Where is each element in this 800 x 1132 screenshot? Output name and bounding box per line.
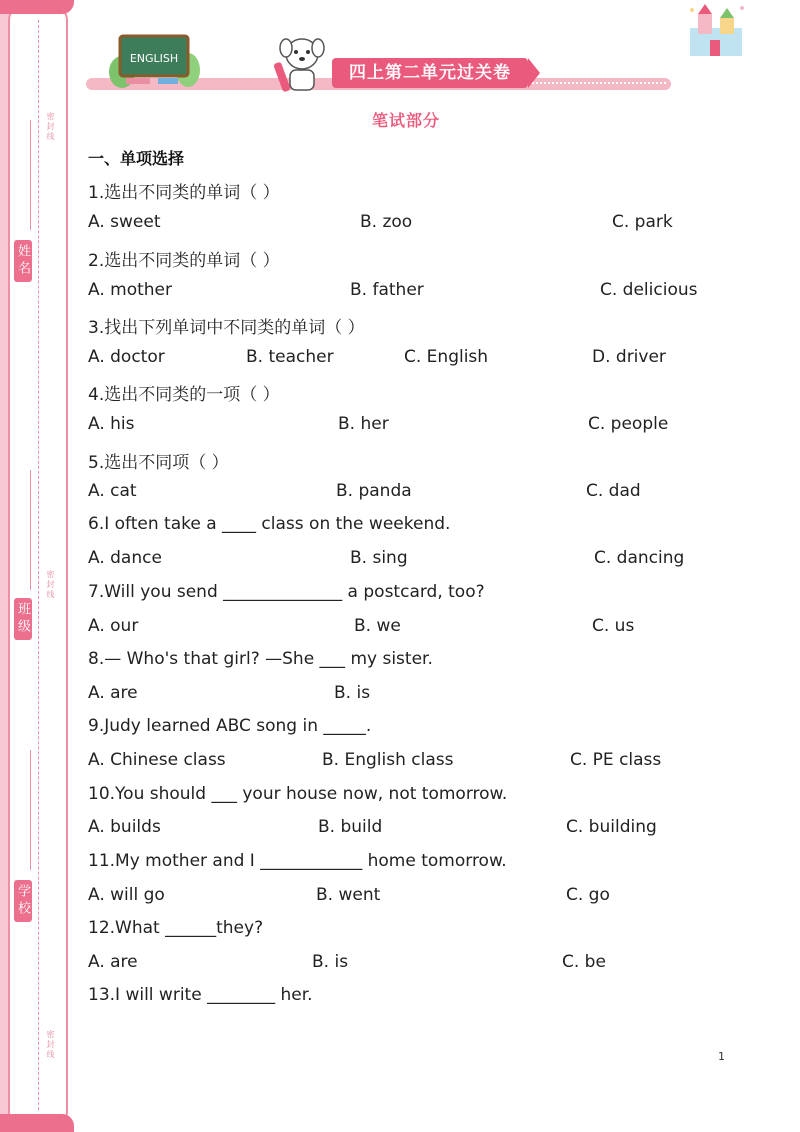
option-b: B. father (350, 280, 424, 300)
option-c: C. PE class (570, 750, 662, 770)
option-a: A. dance (88, 548, 162, 568)
name-write-line (30, 120, 31, 230)
seal-text: 密封线 (46, 1030, 55, 1060)
question-11: 11.My mother and I ____________ home tomorrow. (88, 851, 507, 871)
options-9 (88, 750, 768, 774)
seal-text: 密封线 (46, 570, 55, 600)
name-label: 姓名 (14, 240, 32, 282)
options-12 (88, 952, 768, 976)
option-a: A. Chinese class (88, 750, 226, 770)
options-6 (88, 548, 768, 572)
option-a: A. doctor (88, 347, 165, 367)
option-c: C. us (592, 616, 635, 636)
option-a: A. will go (88, 885, 165, 905)
option-a: A. his (88, 414, 135, 434)
option-a: A. sweet (88, 212, 161, 232)
class-write-line (30, 470, 31, 590)
board-text: ENGLISH (129, 52, 179, 65)
question-8: 8.— Who's that girl? —She ___ my sister. (88, 649, 433, 669)
option-b: B. zoo (360, 212, 413, 232)
school-label: 学校 (14, 880, 32, 922)
part-title: 一、单项选择 (88, 149, 185, 168)
question-5: 5.选出不同项（ ） (88, 453, 229, 473)
options-5 (88, 481, 768, 505)
page-number: 1 (718, 1050, 725, 1063)
option-b: B. build (318, 817, 383, 837)
dog-mascot-icon (272, 32, 332, 98)
question-4: 4.选出不同类的一项（ ） (88, 385, 280, 405)
option-c: C. people (588, 414, 669, 434)
option-c: C. park (612, 212, 673, 232)
exam-title: 四上第二单元过关卷 (332, 58, 528, 88)
option-b: B. sing (350, 548, 408, 568)
options-4 (88, 414, 768, 438)
option-b: B. teacher (246, 347, 334, 367)
options-3 (88, 347, 768, 371)
question-1: 1.选出不同类的单词（ ） (88, 183, 280, 203)
corner-top (0, 0, 74, 14)
options-2 (88, 280, 768, 304)
question-13: 13.I will write ________ her. (88, 985, 313, 1005)
page-header (86, 18, 746, 98)
option-a: A. mother (88, 280, 172, 300)
english-board-icon (108, 32, 200, 88)
option-b: B. English class (322, 750, 454, 770)
option-c: C. building (566, 817, 657, 837)
option-b: B. we (354, 616, 401, 636)
option-c: C. go (566, 885, 610, 905)
section-title (0, 108, 800, 131)
seal-dash-line (38, 20, 39, 1110)
options-10 (88, 817, 768, 841)
option-a: A. are (88, 952, 138, 972)
option-d: D. driver (592, 347, 666, 367)
question-9: 9.Judy learned ABC song in _____. (88, 716, 372, 736)
castle-icon (684, 2, 748, 60)
option-b: B. is (312, 952, 349, 972)
option-a: A. builds (88, 817, 161, 837)
class-label: 班级 (14, 598, 32, 640)
options-7 (88, 616, 768, 640)
option-a: A. our (88, 616, 139, 636)
option-c: C. dad (586, 481, 641, 501)
title-tail (528, 58, 540, 88)
question-6: 6.I often take a ____ class on the weekend. (88, 514, 451, 534)
question-3: 3.找出下列单词中不同类的单词（ ） (88, 318, 365, 338)
section-title-text: 笔试部分 (371, 111, 440, 130)
option-b: B. went (316, 885, 381, 905)
binding-strip (0, 0, 74, 1132)
options-8 (88, 683, 768, 707)
corner-bottom (0, 1114, 74, 1132)
question-2: 2.选出不同类的单词（ ） (88, 251, 280, 271)
seal-text: 密封线 (46, 112, 55, 142)
option-b: B. panda (336, 481, 412, 501)
options-11 (88, 885, 768, 909)
school-write-line (30, 750, 31, 870)
question-12: 12.What ______they? (88, 918, 264, 938)
option-b: B. is (334, 683, 371, 703)
question-7: 7.Will you send ______________ a postcard, too? (88, 582, 485, 602)
options-1 (88, 212, 768, 236)
option-c: C. dancing (594, 548, 685, 568)
option-a: A. cat (88, 481, 137, 501)
option-c: C. delicious (600, 280, 698, 300)
option-a: A. are (88, 683, 138, 703)
option-c: C. be (562, 952, 606, 972)
option-b: B. her (338, 414, 389, 434)
question-10: 10.You should ___ your house now, not tomorrow. (88, 784, 508, 804)
option-c: C. English (404, 347, 489, 367)
